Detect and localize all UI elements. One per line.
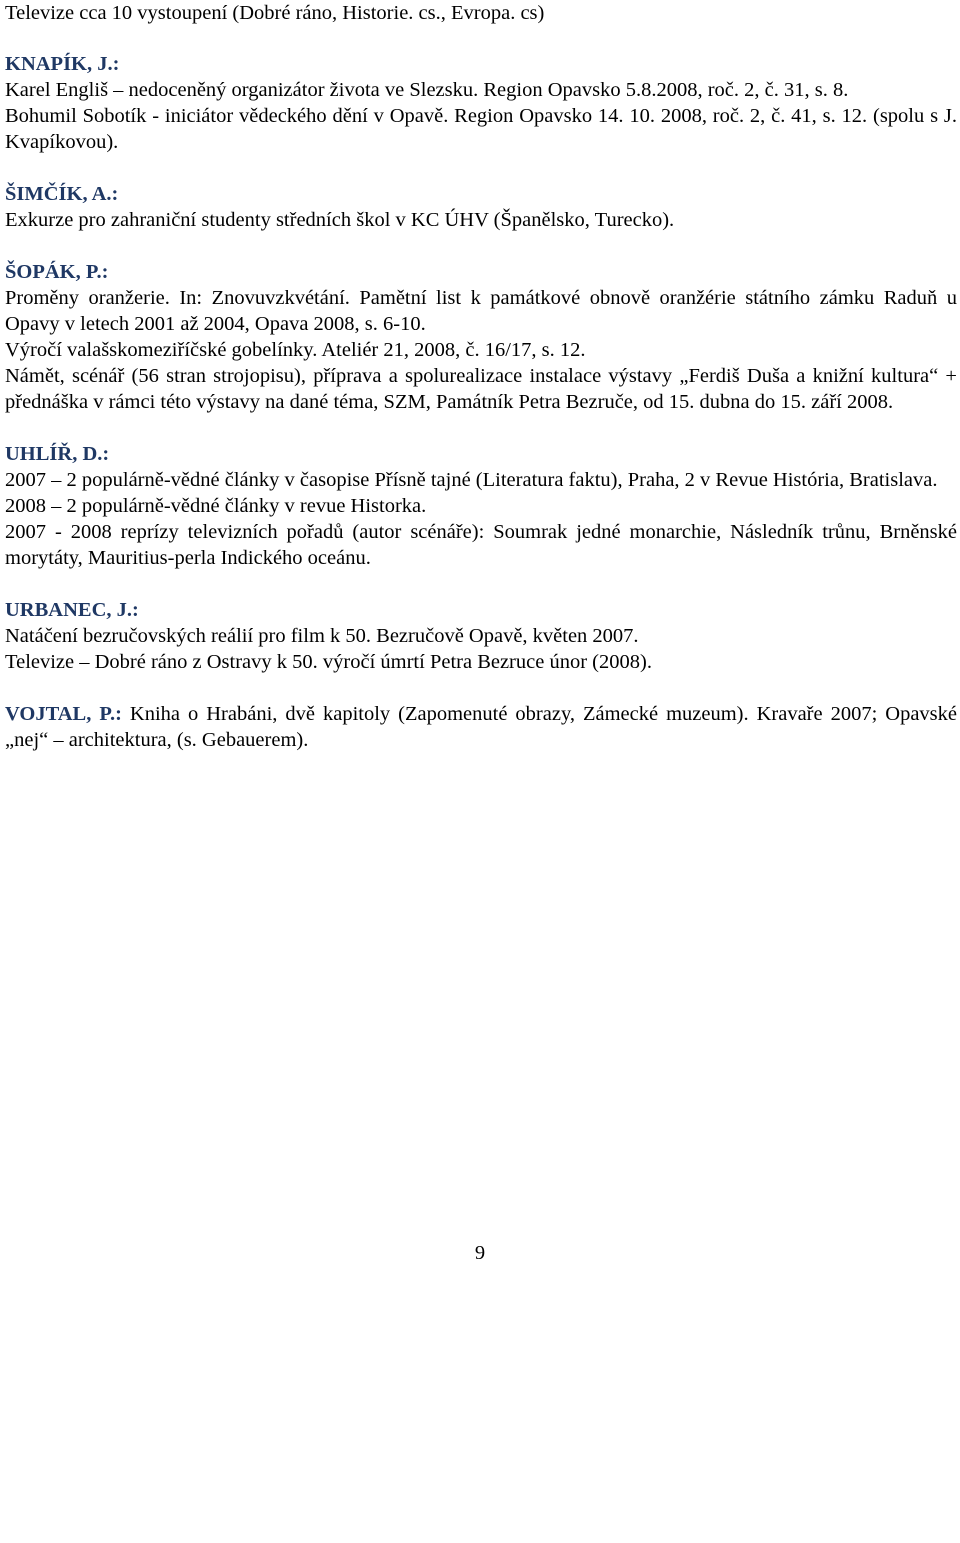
author-heading: URBANEC, J.: [5, 599, 139, 621]
spacer [5, 415, 957, 441]
bibliography-item [5, 701, 957, 753]
author-heading: VOJTAL, P.: [5, 703, 122, 725]
spacer [5, 571, 957, 597]
spacer [5, 675, 957, 701]
bibliography-item: Výročí valašskomeziříčské gobelínky. Ateliér 21, 2008, č. 16/17, s. 12. [5, 339, 586, 361]
bibliography-item: 2008 – 2 populárně-vědné články v revue Historka. [5, 495, 427, 517]
author-heading: KNAPÍK, J.: [5, 53, 120, 75]
entry-uhlir [5, 441, 957, 571]
entry-sopak [5, 259, 957, 415]
author-heading: ŠOPÁK, P.: [5, 261, 109, 283]
entry-urbanec [5, 597, 957, 675]
bibliography-item: Karel Engliš – nedoceněný organizátor života ve Slezsku. Region Opavsko 5.8.2008, roč. 2, č. 31, s. 8. [5, 79, 849, 101]
bibliography-item: Proměny oranžerie. In: Znovuvzkvétání. Pamětní list k památkové obnově oranžérie státního zámku Raduň u Opavy v letech 2001 až 2004, Opava 2008, s. 6-10. [5, 287, 957, 335]
bibliography-item: 2007 – 2 populárně-vědné články v časopise Přísně tajné (Literatura faktu), Praha, 2 v Revue História, Bratislava. [5, 469, 938, 491]
spacer [5, 233, 957, 259]
bibliography-item: 2007 - 2008 reprízy televizních pořadů (autor scénáře): Soumrak jedné monarchie, Následník trůnu, Brněnské morytáty, Mauritius-perla Indického oceánu. [5, 521, 957, 569]
bibliography-item: Exkurze pro zahraniční studenty středních škol v KC ÚHV (Španělsko, Turecko). [5, 209, 675, 231]
bibliography-item: Natáčení bezručovských reálií pro film k 50. Bezručově Opavě, květen 2007. [5, 625, 639, 647]
bibliography-item: Televize – Dobré ráno z Ostravy k 50. výročí úmrtí Petra Bezruce únor (2008). [5, 651, 652, 673]
page-number: 9 [474, 1242, 486, 1264]
document-page [5, 0, 957, 753]
bibliography-item: Námět, scénář (56 stran strojopisu), příprava a spolurealizace instalace výstavy „Ferdiš Duša a knižní kultura“ + přednáška v rámci této výstavy na dané téma, SZM, Památník Petra Bezruče, od 15. dubna do 15. září 2008. [5, 365, 957, 413]
entry-knapik [5, 51, 957, 155]
author-heading: ŠIMČÍK, A.: [5, 183, 119, 205]
entry-vojtal [5, 701, 957, 753]
bibliography-item: Bohumil Sobotík - iniciátor vědeckého dění v Opavě. Region Opavsko 14. 10. 2008, roč. 2, č. 41, s. 12. (spolu s J. Kvapíkovou). [5, 105, 957, 153]
spacer [5, 155, 957, 181]
bibliography-text: Kniha o Hrabáni, dvě kapitoly (Zapomenuté obrazy, Zámecké muzeum). Kravaře 2007; Opavské „nej“ – architektura, (s. Gebauerem). [5, 703, 958, 751]
spacer [5, 26, 957, 51]
author-heading: UHLÍŘ, D.: [5, 443, 110, 465]
entry-simcik [5, 181, 957, 233]
intro-line: Televize cca 10 vystoupení (Dobré ráno, Historie. cs., Evropa. cs) [5, 2, 545, 24]
